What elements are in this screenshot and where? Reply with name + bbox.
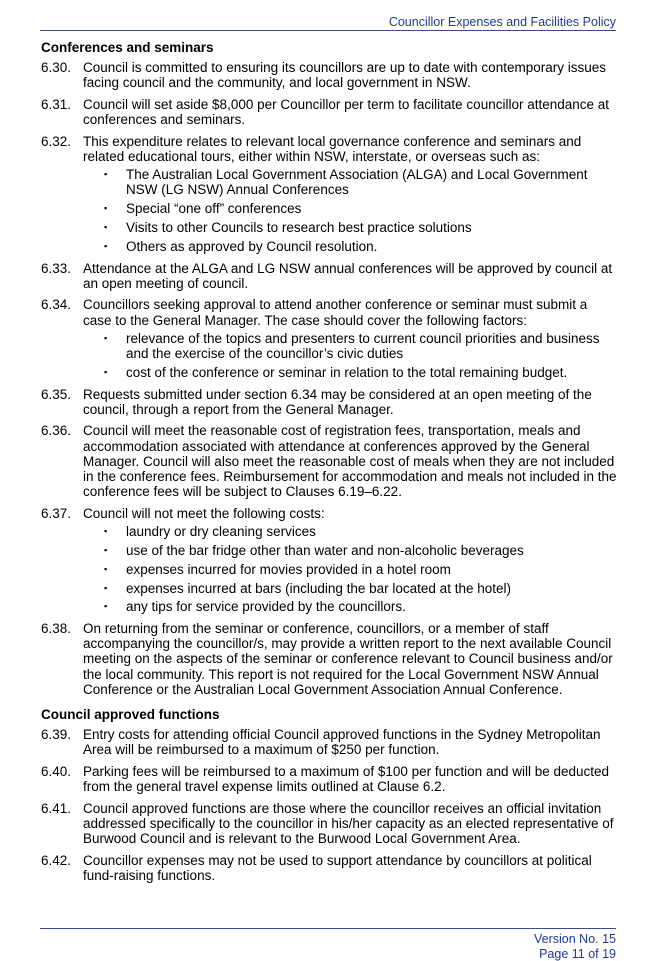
clause-body [83, 97, 617, 127]
clause-number: 6.39. [41, 727, 72, 743]
clause-text: Entry costs for attending official Council approved functions in the Sydney Metropolitan Area will be reimbursed to a maximum of $250 per function. [83, 727, 601, 758]
bullet-item [83, 365, 617, 380]
clause [41, 261, 617, 291]
clause [41, 727, 617, 757]
clause [41, 801, 617, 847]
bullet-text: Others as approved by Council resolution. [126, 238, 378, 254]
clause-number: 6.42. [41, 852, 72, 868]
version-number: Version No. 15 [534, 932, 616, 946]
bullet-text: expenses incurred for movies provided in a hotel room [126, 561, 451, 577]
bullet-item [83, 562, 617, 577]
clause-text: Council is committed to ensuring its councillors are up to date with contemporary issues facing council and the community, and local government in NSW. [83, 60, 606, 91]
clause-body [83, 387, 617, 417]
bullet-text: any tips for service provided by the councillors. [126, 599, 406, 615]
clause-text: Council will not meet the following costs: [83, 505, 325, 521]
page-footer [40, 928, 616, 959]
clause [41, 134, 617, 254]
bullet-item [83, 543, 617, 558]
clause-body [83, 853, 617, 883]
clause-number: 6.41. [41, 800, 72, 816]
clause-text: Councillor expenses may not be used to support attendance by councillors at political fund-raising functions. [83, 852, 592, 884]
clause-text: Parking fees will be reimbursed to a maximum of $100 per function and will be deducted from the general travel expense limits outlined at Clause 6.2. [83, 763, 610, 795]
square-bullet-icon: ▪ [104, 563, 108, 574]
bullet-text: use of the bar fridge other than water and non-alcoholic beverages [126, 542, 524, 558]
clause-body [83, 423, 617, 499]
clause-text: Attendance at the ALGA and LG NSW annual conferences will be approved by council at an open meeting of council. [83, 260, 613, 291]
clause-text: Councillors seeking approval to attend another conference or seminar must submit a case to the General Manager. The case should cover the following factors: [83, 297, 588, 328]
page-number: Page 11 of 19 [539, 947, 616, 961]
clause-number: 6.32. [41, 133, 72, 149]
clause-number: 6.40. [41, 763, 72, 779]
square-bullet-icon: ▪ [104, 169, 108, 180]
page-header [40, 10, 616, 31]
document-body [41, 40, 617, 890]
clause-body [83, 764, 617, 794]
clause [41, 423, 617, 499]
square-bullet-icon: ▪ [104, 240, 108, 251]
bullet-item [83, 167, 617, 197]
clause [41, 60, 617, 90]
bullet-list [83, 167, 617, 254]
square-bullet-icon: ▪ [104, 366, 108, 377]
clause [41, 764, 617, 794]
clause-number: 6.36. [41, 423, 72, 439]
clause-body [83, 297, 617, 380]
clause-number: 6.33. [41, 260, 72, 276]
clause-body [83, 727, 617, 757]
bullet-item [83, 524, 617, 539]
clause [41, 97, 617, 127]
bullet-list [83, 524, 617, 614]
clause-text: Council will meet the reasonable cost of registration fees, transportation, meals and accommodation associated with attendance at conferences approved by the General Manager. Council will also meet the reasonable cost of meals when they are not included in the conference fees. Reimbursement for accommodation and meals not included in the conference fees will be subject to Clauses 6.19–6.22. [83, 423, 617, 500]
square-bullet-icon: ▪ [104, 544, 108, 555]
clause-body [83, 60, 617, 90]
bullet-text: relevance of the topics and presenters to current council priorities and business and the exercise of the councillor’s civic duties [126, 330, 600, 362]
clause [41, 621, 617, 697]
clause [41, 853, 617, 883]
bullet-text: expenses incurred at bars (including the bar located at the hotel) [126, 580, 511, 596]
clause-number: 6.35. [41, 386, 72, 402]
bullet-text: Visits to other Councils to research best practice solutions [126, 220, 472, 236]
bullet-text: cost of the conference or seminar in relation to the total remaining budget. [126, 364, 568, 380]
bullet-list [83, 331, 617, 380]
clause-body [83, 801, 617, 847]
bullet-item [83, 239, 617, 254]
square-bullet-icon: ▪ [104, 526, 108, 537]
section-heading: Council approved functions [41, 707, 220, 723]
clause-number: 6.30. [41, 60, 72, 75]
square-bullet-icon: ▪ [104, 203, 108, 214]
square-bullet-icon: ▪ [104, 582, 108, 593]
clause-text: Requests submitted under section 6.34 may be considered at an open meeting of the council, through a report from the General Manager. [83, 386, 592, 417]
clause [41, 506, 617, 615]
clause-number: 6.38. [41, 621, 72, 637]
clause-body [83, 506, 617, 615]
clause-number: 6.31. [41, 96, 72, 112]
bullet-item [83, 599, 617, 614]
square-bullet-icon: ▪ [104, 222, 108, 233]
section-heading: Conferences and seminars [41, 40, 214, 55]
clause-text: Council will set aside $8,000 per Councillor per term to facilitate councillor attendance at conferences and seminars. [83, 96, 610, 128]
bullet-item [83, 331, 617, 361]
clause-text: This expenditure relates to relevant local governance conference and seminars and related educational tours, either within NSW, interstate, or overseas such as: [83, 133, 582, 165]
clause-body [83, 261, 617, 291]
clause-body [83, 134, 617, 254]
bullet-text: laundry or dry cleaning services [126, 524, 316, 540]
clause [41, 297, 617, 380]
bullet-item [83, 220, 617, 235]
clause-text: Council approved functions are those where the councillor receives an official invitation addressed specifically to the councillor in his/her capacity as an elected representative of Burwood Council and is relevant to the Burwood Local Government Area. [83, 800, 614, 847]
clause-number: 6.37. [41, 505, 72, 521]
square-bullet-icon: ▪ [104, 601, 108, 612]
clause-number: 6.34. [41, 297, 72, 313]
clause [41, 387, 617, 417]
bullet-item [83, 201, 617, 216]
bullet-item [83, 581, 617, 596]
clause-body [83, 621, 617, 697]
square-bullet-icon: ▪ [104, 332, 108, 343]
clause-text: On returning from the seminar or conference, councillors, or a member of staff accompanying the councillor/s, may provide a written report to the next available Council meeting on the aspects of the seminar or conference relevant to Council business and/or the local community. This report is not required for the Local Government NSW Annual Conference or the Australian Local Government Association Annual Conference. [83, 621, 613, 697]
bullet-text: Special “one off” conferences [126, 201, 302, 217]
bullet-text: The Australian Local Government Association (ALGA) and Local Government NSW (LG NSW) Annual Conferences [126, 167, 588, 198]
header-title: Councillor Expenses and Facilities Policy [388, 15, 616, 29]
